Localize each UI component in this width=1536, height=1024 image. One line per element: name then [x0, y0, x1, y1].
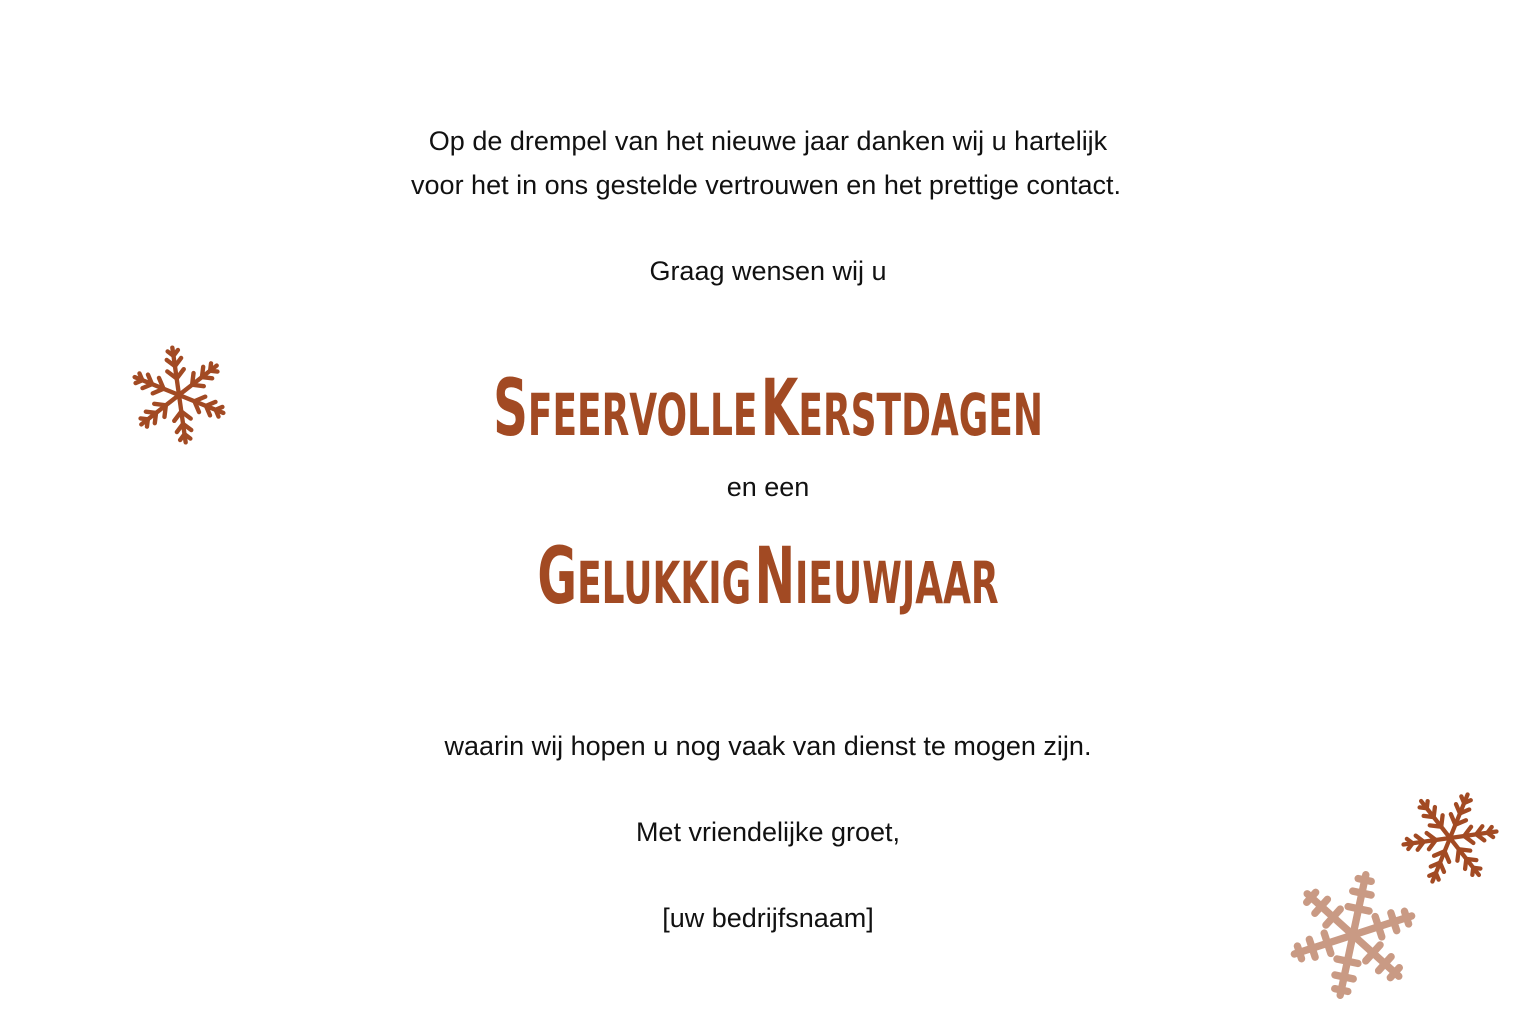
headline-christmas-word-2: ERSTDAGEN: [798, 381, 1043, 449]
company-placeholder: [uw bedrijfsnaam]: [662, 903, 874, 933]
headline-christmas-word-1: FEERVOLLE: [527, 381, 758, 449]
hope-line: waarin wij hopen u nog vaak van dienst te mogen zijn.: [444, 731, 1092, 761]
headline-new-year-initial-1: G: [537, 532, 578, 622]
headline-new-year-word-2: IEUWJAAR: [795, 549, 999, 617]
headline-christmas-initial-1: S: [493, 364, 528, 454]
snowflake-icon: [1284, 868, 1422, 1002]
headline-new-year-initial-2: N: [754, 532, 796, 622]
headline-christmas-initial-2: K: [760, 364, 799, 454]
headline-new-year: [292, 532, 1244, 643]
wish-line: Graag wensen wij u: [649, 256, 887, 286]
headline-christmas: [292, 364, 1244, 475]
headline-new-year-word-1: ELUKKIG: [577, 549, 752, 617]
snowflake-icon: [126, 343, 232, 447]
greeting-line: Met vriendelijke groet,: [635, 817, 901, 847]
intro-line-1: Op de drempel van het nieuwe jaar danken wij u hartelijk: [428, 126, 1108, 156]
intro-line-2: voor het in ons gestelde vertrouwen en het prettige contact.: [411, 170, 1121, 200]
connector-line: en een: [726, 472, 810, 502]
